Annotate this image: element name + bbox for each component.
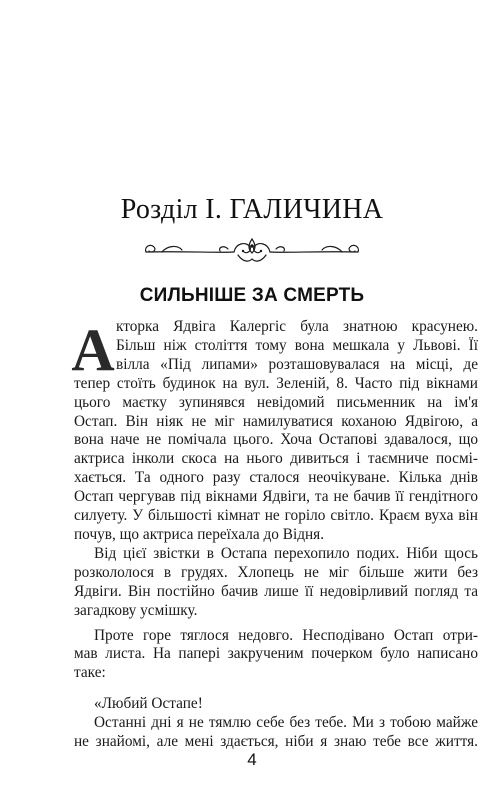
text-line: цього маєтку зупинявся невідомий письменник на ім'я xyxy=(74,393,478,411)
paragraph-2 xyxy=(74,545,478,621)
text-line: актриса інколи скоса на нього дивиться і таємниче посмі- xyxy=(74,450,478,468)
chapter-title: Розділ І. ГАЛИЧИНА xyxy=(120,194,384,225)
text-line: Більш ніж століття тому вона мешкала у Львові. Її xyxy=(116,336,478,354)
text-line: почув, що актриса переїхала до Відня. xyxy=(74,525,325,543)
text-line: мав листа. На папері закрученим почерком було написано xyxy=(74,645,478,663)
page-number: 4 xyxy=(247,750,257,769)
text-line: Остап. Він ніяк не міг намилуватися коханою Ядвігою, а xyxy=(74,412,478,430)
text-line: «Любий Остапе! xyxy=(94,695,203,713)
section-title: СИЛЬНІШЕ ЗА СМЕРТЬ xyxy=(139,285,365,306)
paragraph-5 xyxy=(74,714,478,752)
body-text xyxy=(71,317,478,752)
text-line: Від цієї звістки в Остапа перехопило подих. Ніби щось xyxy=(94,544,478,562)
text-line: вона наче не помічала цього. Хоча Остапові здавалося, що xyxy=(74,431,478,449)
text-line: розкололося в грудях. Хлопець не міг більше жити без xyxy=(74,563,478,581)
text-line: тепер стоїть будинок на вул. Зеленій, 8. Часто під вікнами xyxy=(74,374,478,392)
text-line: не знайомі, але мені здається, ніби я знаю тебе все життя. xyxy=(74,733,478,751)
drop-cap-letter xyxy=(71,317,115,383)
text-line: кторка Ядвіга Калергіс була знатною красунею. xyxy=(116,318,478,335)
paragraph-3 xyxy=(74,627,478,684)
text-line: Ядвіги. Він постійно бачив лише її недовірливий погляд та xyxy=(74,582,478,600)
text-line: таке: xyxy=(74,664,106,682)
text-line: Проте горе тяглося недовго. Несподівано Остап отри- xyxy=(94,626,478,644)
text-line: хається. Та одного разу сталося неочікуване. Кілька днів xyxy=(74,469,478,487)
ornament-divider-icon xyxy=(142,233,362,267)
text-line: загадкову усмішку. xyxy=(74,601,198,619)
svg-text:А: А xyxy=(71,317,115,383)
paragraph-4 xyxy=(74,695,478,714)
text-line: силуету. У більшості кімнат не горіло світло. Краєм вуха він xyxy=(74,507,478,525)
text-line: Останні дні я не тямлю себе без тебе. Ми з тобою майже xyxy=(94,714,478,732)
text-line: Остап чергував під вікнами Ядвіги, та не бачив її гендітного xyxy=(74,488,478,506)
text-line: вілла «Під липами» розташовувалася на місці, де xyxy=(116,355,478,373)
paragraph-1 xyxy=(74,318,478,545)
